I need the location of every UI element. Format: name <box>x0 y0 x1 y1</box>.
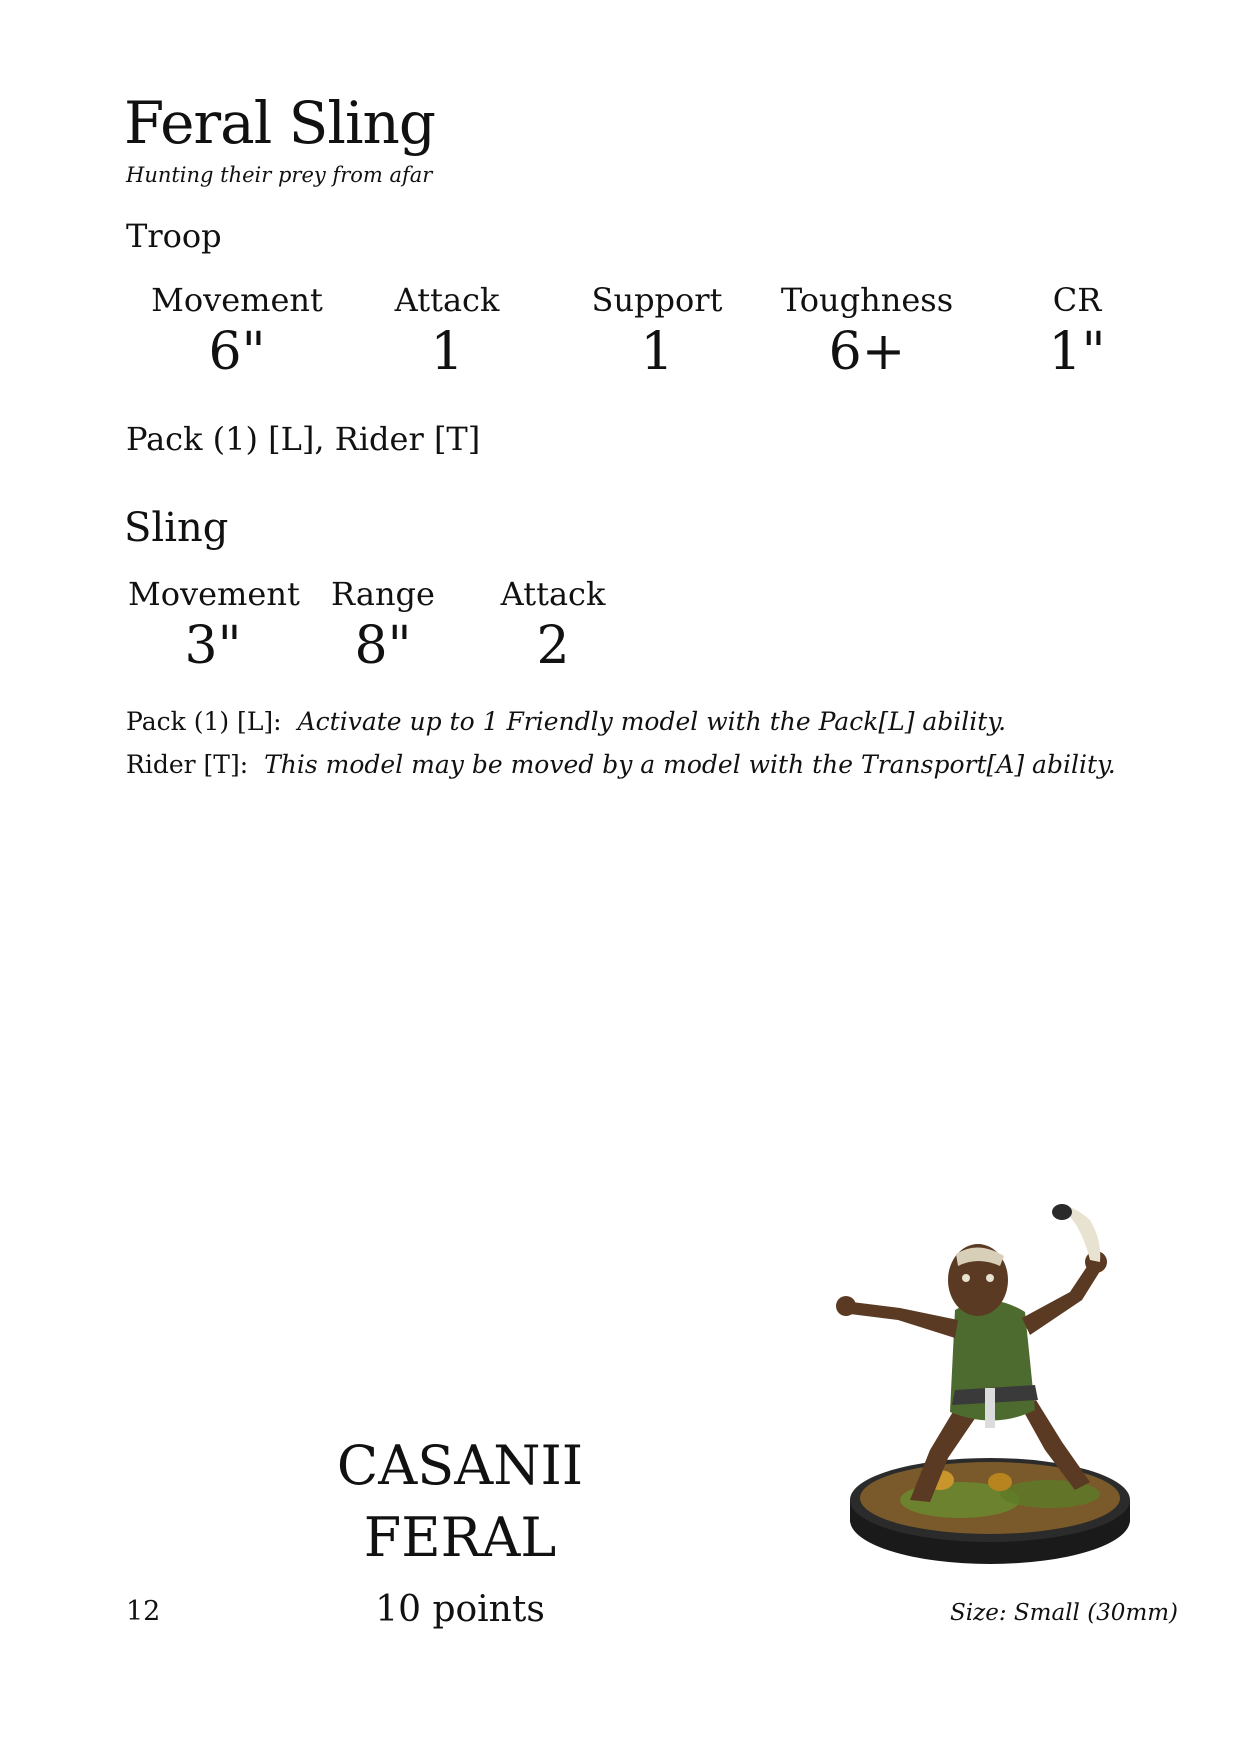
faction-line-2: FERAL <box>363 1506 557 1569</box>
troop-stat-block <box>132 281 1182 382</box>
stat-label: Movement <box>128 575 300 613</box>
stat-value: 1 <box>640 322 674 382</box>
stat-attack <box>342 281 552 382</box>
stat-support <box>552 281 762 382</box>
rule-text: This model may be moved by a model with the Transport[A] ability. <box>264 750 1116 779</box>
stat-label: Toughness <box>780 281 954 319</box>
rule-name: Rider [T]: <box>126 750 249 779</box>
stat-label: Attack <box>500 575 606 613</box>
rule-rider <box>126 752 1116 777</box>
base-size: Size: Small (30mm) <box>950 1600 1179 1626</box>
stat-label: Support <box>591 281 723 319</box>
stat-toughness <box>762 281 972 382</box>
points-cost: 10 points <box>375 1589 545 1630</box>
stat-label: Attack <box>394 281 500 319</box>
unit-keywords: Pack (1) [L], Rider [T] <box>126 420 481 458</box>
miniature-photo <box>790 1200 1190 1600</box>
faction-name <box>300 1430 620 1574</box>
weapon-stat-block <box>128 575 638 676</box>
stat-value: 1 <box>430 322 464 382</box>
unit-type: Troop <box>126 217 222 255</box>
weapon-stat-movement <box>128 575 300 676</box>
rule-name: Pack (1) [L]: <box>126 707 282 736</box>
page-number: 12 <box>126 1596 161 1627</box>
stat-label: CR <box>1052 281 1102 319</box>
weapon-stat-attack <box>468 575 638 676</box>
stat-value: 6" <box>208 322 266 382</box>
rule-pack <box>126 709 1006 734</box>
faction-line-1: CASANII <box>336 1434 584 1497</box>
stat-cr <box>972 281 1182 382</box>
weapon-name: Sling <box>124 505 229 551</box>
stat-value: 3" <box>184 616 242 676</box>
stat-value: 2 <box>536 616 570 676</box>
stat-label: Movement <box>151 281 323 319</box>
weapon-stat-range <box>298 575 468 676</box>
stat-movement <box>132 281 342 382</box>
stat-label: Range <box>331 575 435 613</box>
stat-value: 1" <box>1048 322 1106 382</box>
unit-flavor-text: Hunting their prey from afar <box>126 163 433 187</box>
rule-text: Activate up to 1 Friendly model with the Pack[L] ability. <box>297 707 1007 736</box>
stat-value: 6+ <box>828 322 906 382</box>
stat-value: 8" <box>354 616 412 676</box>
unit-name: Feral Sling <box>124 89 436 157</box>
